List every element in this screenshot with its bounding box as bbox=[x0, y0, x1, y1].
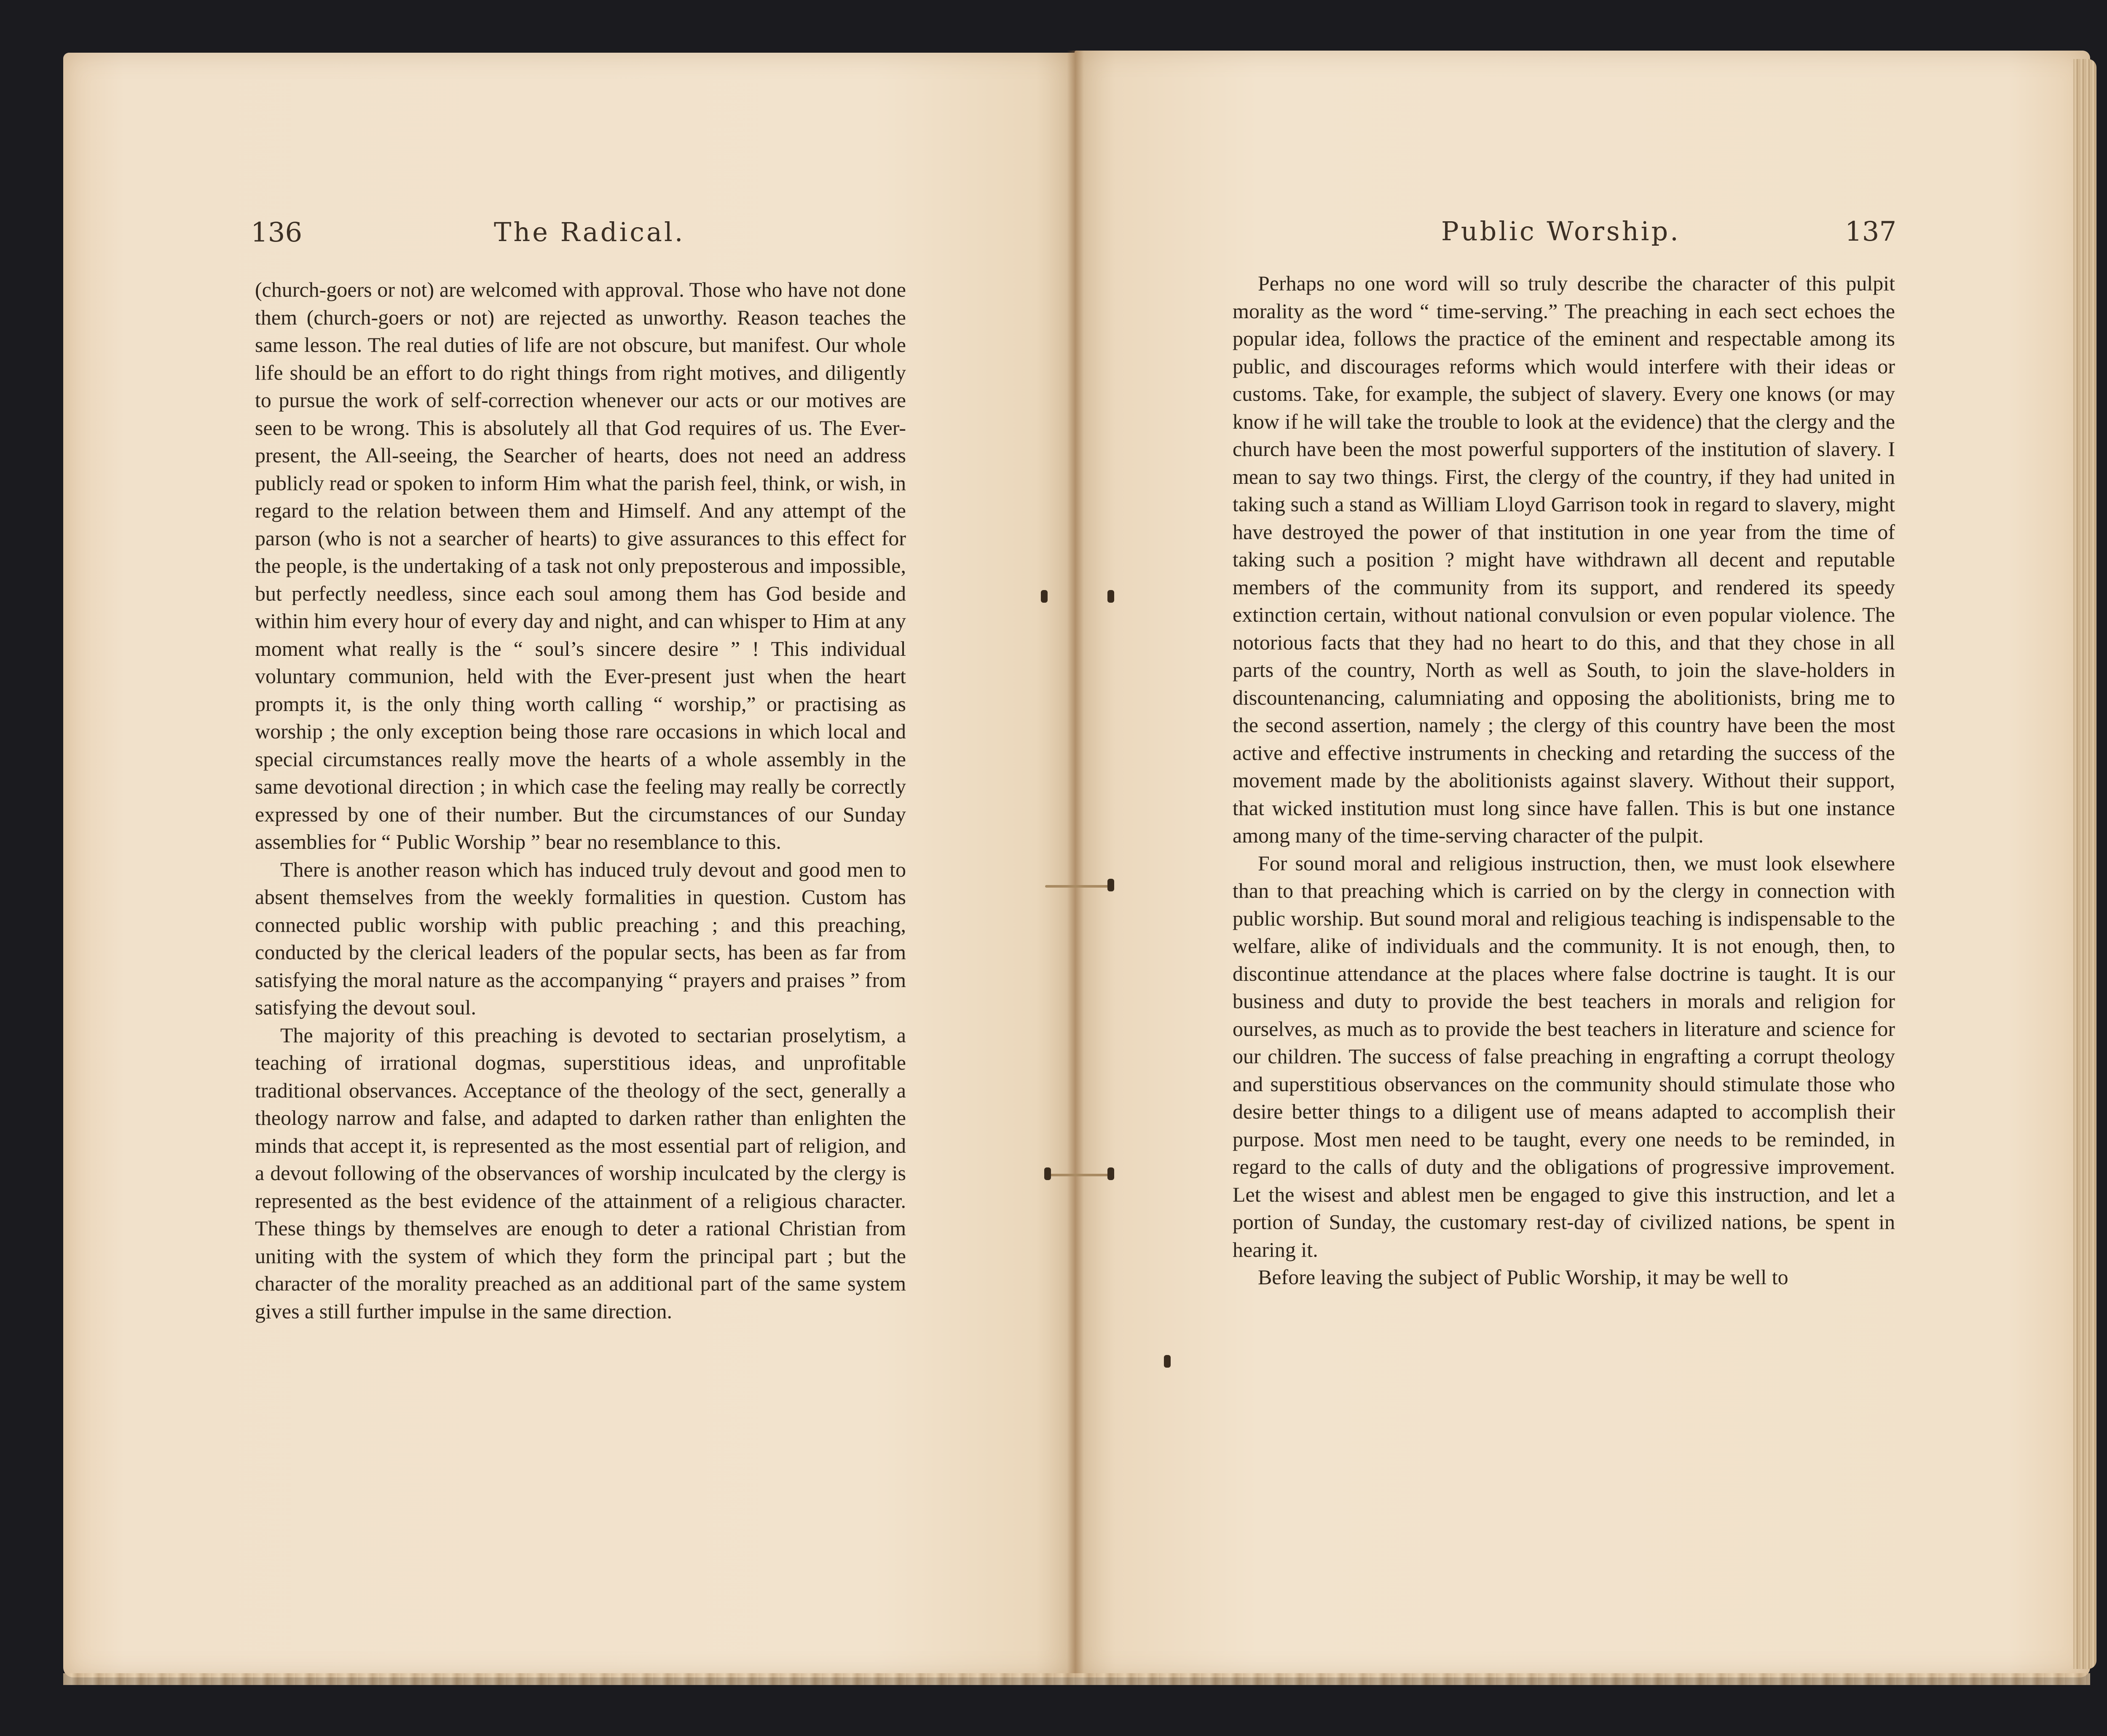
paragraph: (church-goers or not) are welcomed with approval. Those who have not done them (church-goers or not) are rejected as unworthy. Reason teaches the same lesson. The real duties of life are not obscure, but manifest. Our whole life should be an effort to do right things from right motives, and diligently to pursue the work of self-correction whenever our acts or our motives are seen to be wrong. This is absolutely all that God requires of us. The Ever-present, the All-seeing, the Searcher of hearts, does not need an address publicly read or spoken to inform Him what the parish feel, think, or wish, in regard to the relation between them and Himself. And any attempt of the parson (who is not a searcher of hearts) to give assurances to this effect for the people, is the undertaking of a task not only preposterous and impossible, but perfectly needless, since each soul among them has God beside and within him every hour of every day and night, and can whisper to Him at any moment what really is the “ soul’s sincere desire ” ! This individual voluntary communion, held with the Ever-present just when the heart prompts it, is the only thing worth calling “ worship,” or practising as worship ; the only exception being those rare occasions in which local and special circumstances really move the hearts of a whole assembly in the same devotional direction ; in which case the feeling may really be correctly expressed by one of their number. But the circumstances of our Sunday assemblies for “ Public Worship ” bear no resemblance to this. bbox=[255, 278, 906, 853]
left-page-number: 136 bbox=[251, 217, 303, 248]
binding-stitch bbox=[1045, 885, 1112, 888]
right-page-number: 137 bbox=[1845, 216, 1897, 247]
deckled-bottom-edge bbox=[63, 1673, 2090, 1685]
paragraph: For sound moral and religious instruction, then, we must look elsewhere than to that preaching which is carried on by the clergy in connection with public worship. But sound moral and religious teaching is indispensable to the welfare, alike of individuals and the community. It is not enough, then, to discontinue attendance at the places where false doctrine is taught. It is our business and duty to provide the best teachers in morals and religion for ourselves, as much as to provide the best teachers in literature and science for our children. The success of false preaching in engrafting a corrupt theology and superstitious observances on the community should stimulate those who desire better things to a diligent use of means adapted to accomplish their purpose. Most men need to be taught, every one needs to be reminded, in regard to the calls of duty and the obligations of progressive improvement. Let the wisest and ablest men be engaged to give this instruction, and let a portion of Sunday, the customary rest-day of civilized nations, be spent in hearing it. bbox=[1233, 851, 1895, 1261]
paragraph: Perhaps no one word will so truly describe the character of this pulpit morality as the word “ time-serving.” The preaching in each sect echoes the popular idea, follows the practice of the eminent and respectable among its public, and discourages reforms which would interfere with their ideas or customs. Take, for example, the subject of slavery. Every one knows (or may know if he will take the trouble to look at the evidence) that the clergy and the church have been the most powerful supporters of the institution of slavery. I mean to say two things. First, the clergy of the country, if they had united in taking such a stand as William Lloyd Garrison took in regard to slavery, might have destroyed the power of that institution in one year from the time of taking such a position ? might have withdrawn all decent and reputable members of the community from its support, and rendered its speedy extinction certain, without national convulsion or even popular violence. The notorious facts that they had no heart to do this, and that they chose in all parts of the country, North as well as South, to join the slave-holders in discountenancing, calumniating and opposing the abolitionists, bring me to the second assertion, namely ; the clergy of this country have been the most active and effective instruments in checking and retarding the success of the movement made by the abolitionists against slavery. Without their support, that wicked institution must long since have fallen. This is but one instance among many of the time-serving character of the pulpit. bbox=[1233, 271, 1895, 847]
paragraph: There is another reason which has induced truly devout and good men to absent themselves from the weekly formalities in question. Custom has connected public worship with public preaching ; and this preaching, conducted by the clerical leaders of the popular sects, has been as far from satisfying the moral nature as the accompanying “ prayers and praises ” from satisfying the devout soul. bbox=[255, 857, 906, 1019]
binding-knot bbox=[1041, 590, 1048, 603]
right-running-title: Public Worship. bbox=[1441, 216, 1681, 247]
right-page-text bbox=[1233, 270, 1895, 1291]
paragraph: The majority of this preaching is devoted to sectarian proselytism, a teaching of irrational dogmas, superstitious ideas, and unprofitable traditional observances. Acceptance of the theology of the sect, generally a theology narrow and false, and adapted to darken rather than enlighten the minds that accept it, is represented as the most essential part of religion, and a devout following of the observances of worship inculcated by the clergy is represented as the best evidence of the attainment of a religious character. These things by themselves are enough to deter a rational Christian from uniting with the system of which they form the principal part ; but the character of the morality preached as an additional part of the same system gives a still further impulse in the same direction. bbox=[255, 1023, 906, 1323]
binding-knot bbox=[1044, 1167, 1051, 1180]
binding-knot bbox=[1164, 1355, 1171, 1368]
left-running-title: The Radical. bbox=[494, 217, 685, 247]
binding-knot bbox=[1107, 1167, 1114, 1180]
binding-knot bbox=[1107, 879, 1114, 891]
paragraph: Before leaving the subject of Public Worship, it may be well to bbox=[1258, 1265, 1788, 1289]
binding-stitch bbox=[1049, 1174, 1112, 1176]
left-page-text bbox=[255, 276, 906, 1325]
page-block-edge bbox=[2073, 59, 2096, 1669]
book-gutter bbox=[1067, 51, 1084, 1677]
binding-knot bbox=[1107, 590, 1114, 603]
